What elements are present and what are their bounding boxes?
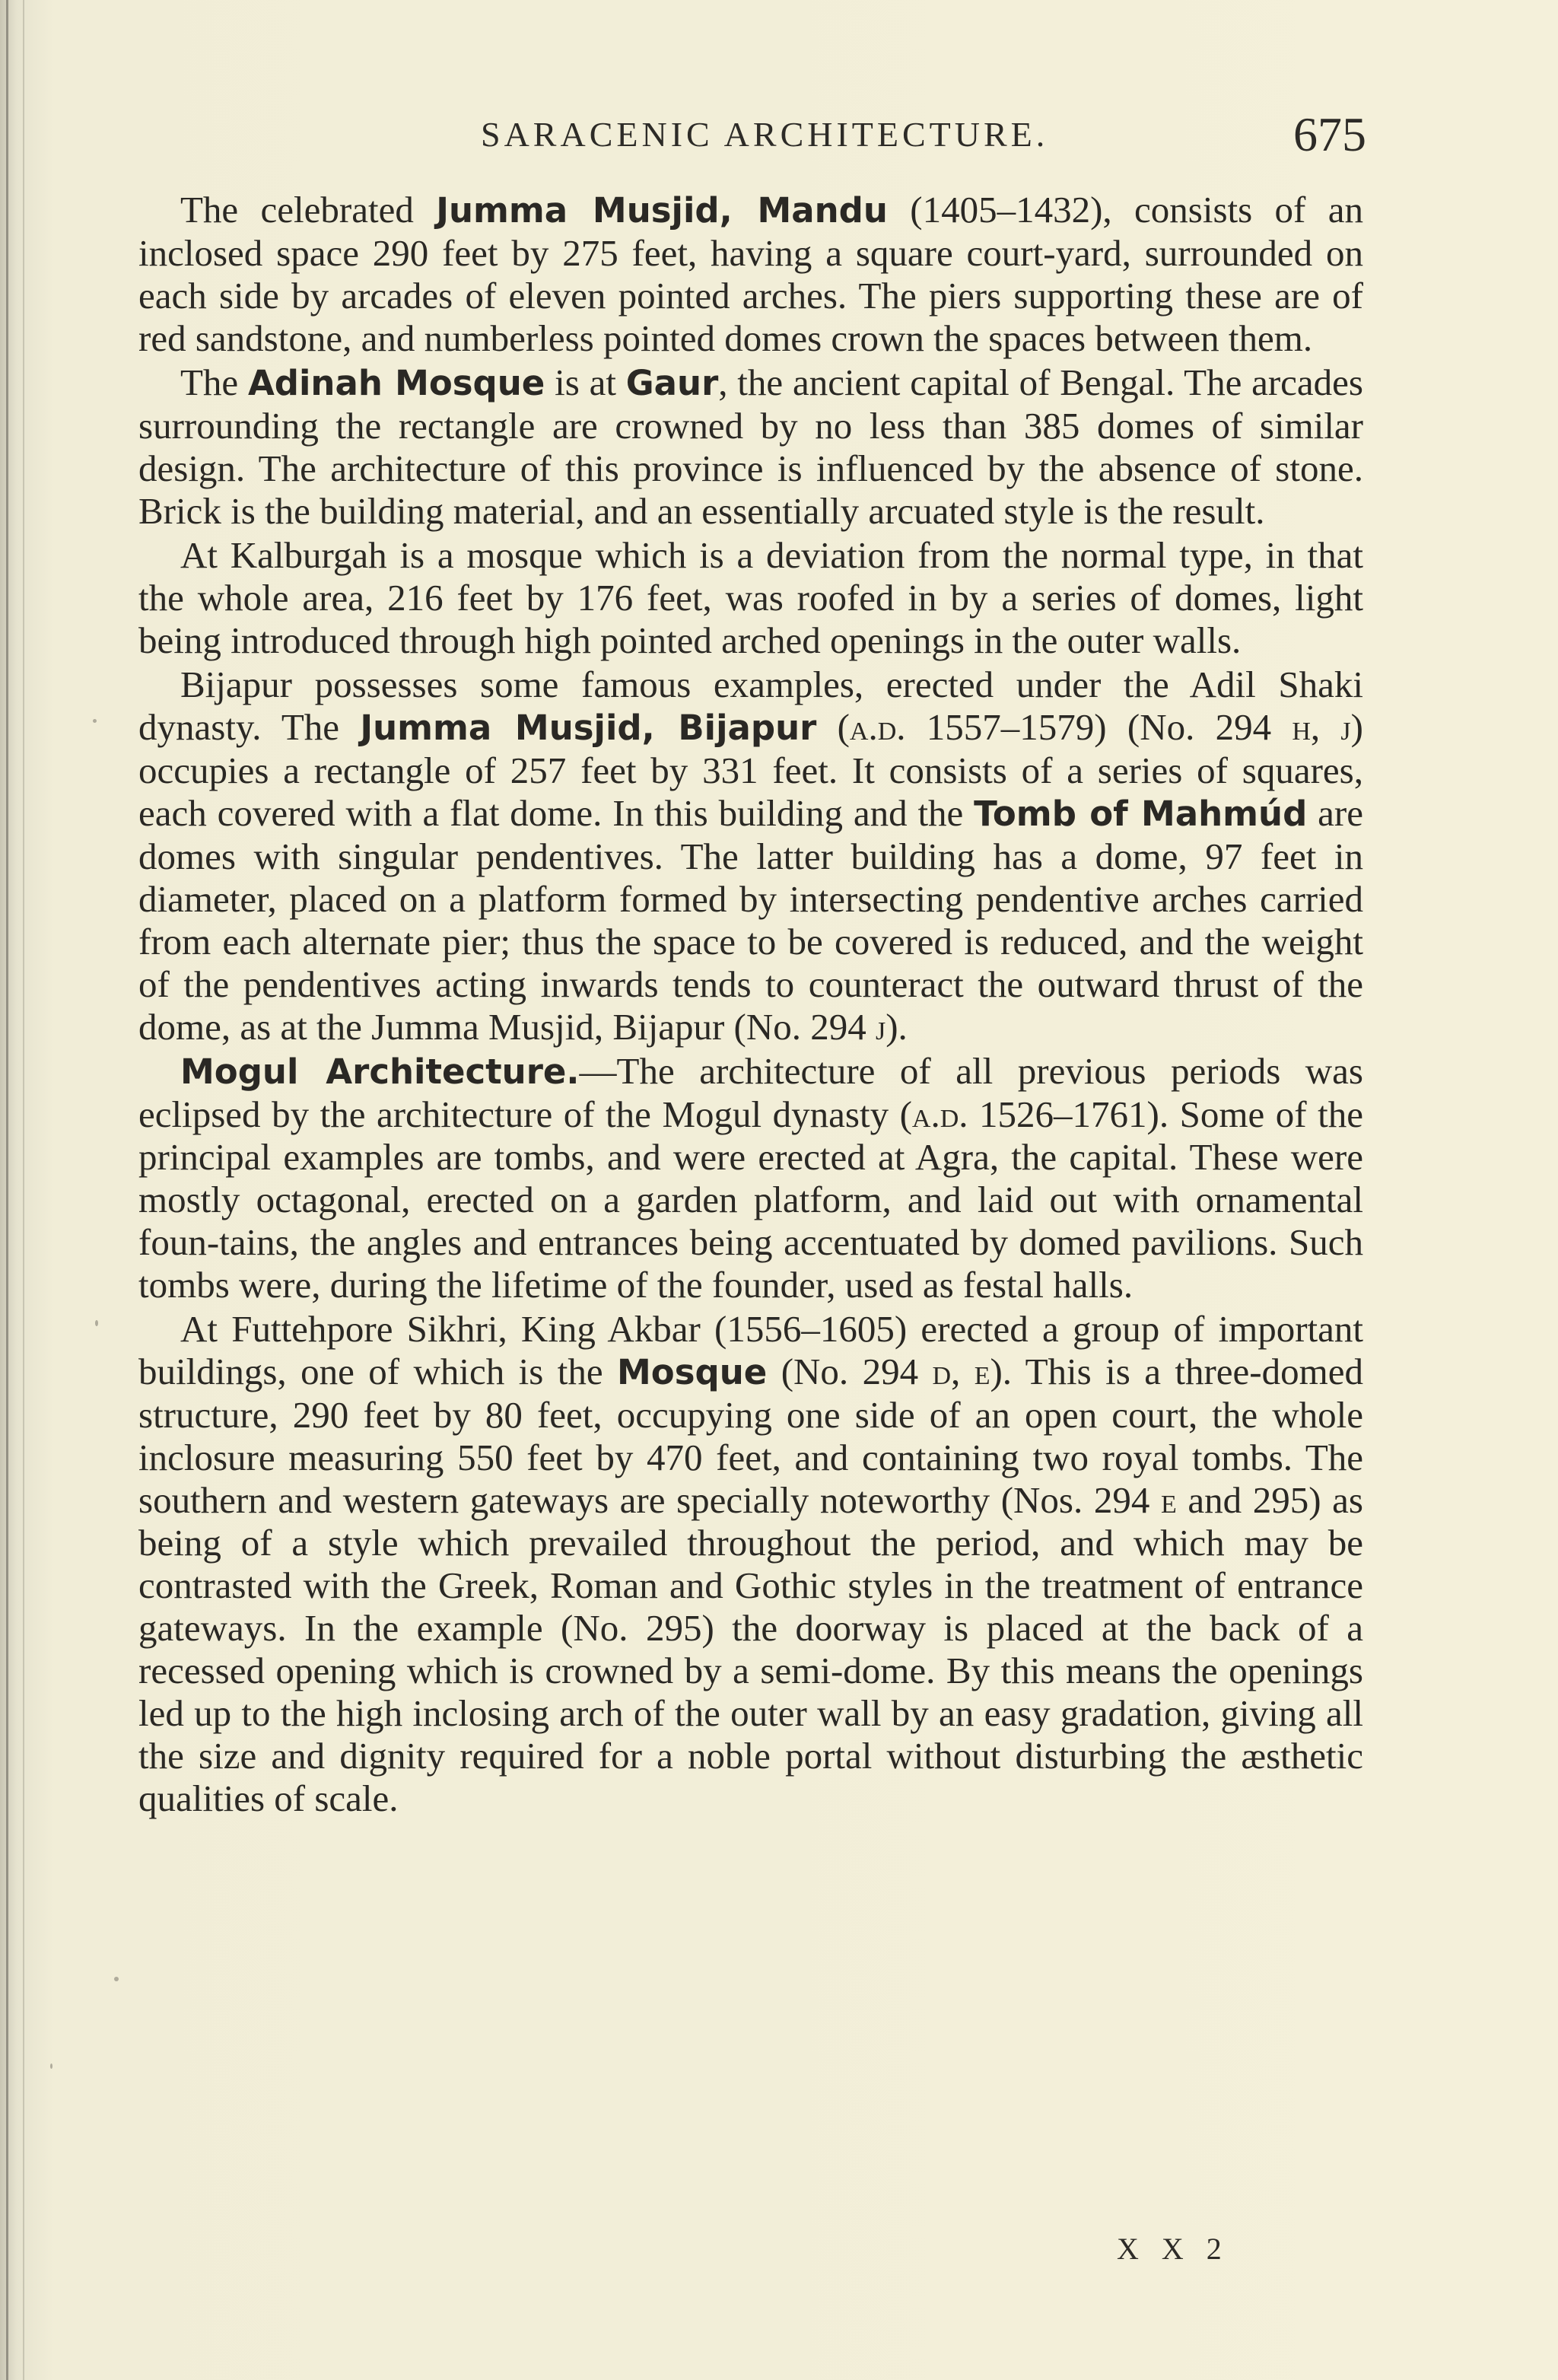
small-caps-text: a.d. <box>911 1093 968 1135</box>
paragraph <box>138 1050 1363 1306</box>
running-head: SARACENIC ARCHITECTURE. <box>481 115 1049 154</box>
heading-term: Jumma Musjid, Mandu <box>436 190 888 231</box>
paragraph-text: —The architecture of all previous periods was eclipsed by the architecture of the Mogul dynasty ( <box>138 1050 1363 1135</box>
paragraph-text: At Kalburgah is a mosque which is a deviation from the normal type, in that the whole area, 216 feet by 176 feet, was roofed in by a series of domes, light being introduced through high pointed arched openings in the outer walls. <box>138 534 1363 661</box>
heading-term: Tomb of Mahmúd <box>974 794 1308 834</box>
paragraph-text: , the ancient capital of Bengal. The arcades surrounding the rectangle are crowned by no less than 385 domes of similar design. The architecture of this province is influenced by the absence of stone. Brick is the building material, and an essentially arcuated style is the result. <box>138 361 1363 532</box>
paragraph-text: are domes with singular pendentives. The latter building has a dome, 97 feet in diameter, placed on a platform formed by intersecting pendentive arches carried from each alternate pier; thus the space to be covered is reduced, and the weight of the pendentives acting inwards tends to counteract the outward thrust of the dome, as at the Jumma Musjid, Bijapur (No. 294 <box>138 792 1363 1048</box>
paragraph-text: and 295) as being of a style which prevailed throughout the period, and which may be contrasted with the Greek, Roman and Gothic styles in the treatment of entrance gateways. In the example (No. 295) the doorway is placed at the back of a recessed opening which is crowned by a semi-dome. By this means the openings led up to the high inclosing arch of the outer wall by an easy gradation, giving all the size and dignity required for a noble portal without disturbing the æsthetic qualities of scale. <box>138 1479 1363 1819</box>
paragraph-text: (1405–1432), consists of an inclosed space 290 feet by 275 feet, having a square court-yard, surrounded on each side by arcades of eleven pointed arches. The piers supporting these are of red sandstone, and numberless pointed domes crown the spaces between them. <box>138 189 1363 359</box>
paragraph-text: ( <box>816 706 850 748</box>
body-text <box>138 189 1363 1820</box>
paper-speck <box>50 2063 52 2069</box>
paper-speck <box>95 1320 98 1326</box>
paragraph <box>138 1308 1363 1820</box>
paragraph <box>138 189 1363 360</box>
signature-mark: X X 2 <box>1117 2232 1229 2266</box>
heading-term: Adinah Mosque <box>247 363 545 403</box>
paragraph-text: (No. 294 <box>767 1351 933 1392</box>
page-number: 675 <box>1293 107 1366 161</box>
binding-edge <box>6 0 8 2380</box>
paragraph-text: is at <box>545 361 626 403</box>
paragraph-text: At Futtehpore Sikhri, King Akbar (1556–1605) erected a group of important buildings, one of which is the <box>138 1308 1363 1392</box>
paragraph-text: Bijapur possesses some famous examples, erected under the Adil Shaki dynasty. The <box>138 663 1363 748</box>
heading-term: Mogul Architecture. <box>180 1052 580 1092</box>
binding-shadow <box>23 0 24 2380</box>
paragraph-text: 1526–1761). Some of the principal examples are tombs, and were erected at Agra, the capital. These were mostly octagonal, erected on a garden platform, and laid out with ornamental foun-tains, the angles and entrances being accentuated by domed pavilions. Such tombs were, during the lifetime of the founder, used as festal halls. <box>138 1093 1363 1306</box>
paragraph <box>138 361 1363 533</box>
paragraph-text: 1557–1579) (No. 294 <box>905 706 1293 748</box>
paragraph-text: ). This is a three-domed structure, 290 feet by 80 feet, occupying one side of an open court, the whole inclosure measuring 550 feet by 470 feet, and containing two royal tombs. The southern and western gateways are specially noteworthy (Nos. 294 <box>138 1351 1363 1521</box>
small-caps-text: e <box>1160 1479 1177 1521</box>
paragraph-text: The <box>180 361 248 403</box>
small-caps-text: h, j <box>1292 706 1351 748</box>
heading-term: Mosque <box>617 1352 768 1392</box>
paragraph-text: The celebrated <box>180 189 437 231</box>
paragraph <box>138 663 1363 1048</box>
heading-term: Gaur <box>625 363 719 403</box>
paragraph-text: ). <box>886 1006 908 1048</box>
small-caps-text: a.d. <box>849 706 906 748</box>
paper-speck <box>114 1977 119 1981</box>
paper-speck <box>93 719 97 723</box>
small-caps-text: d, e <box>932 1351 990 1392</box>
heading-term: Jumma Musjid, Bijapur <box>360 708 817 748</box>
paragraph <box>138 534 1363 662</box>
paragraph-text: ) occupies a rectangle of 257 feet by 331 feet. It consists of a series of squares, each covered with a flat dome. In this building and the <box>138 706 1363 834</box>
small-caps-text: j <box>876 1006 886 1048</box>
